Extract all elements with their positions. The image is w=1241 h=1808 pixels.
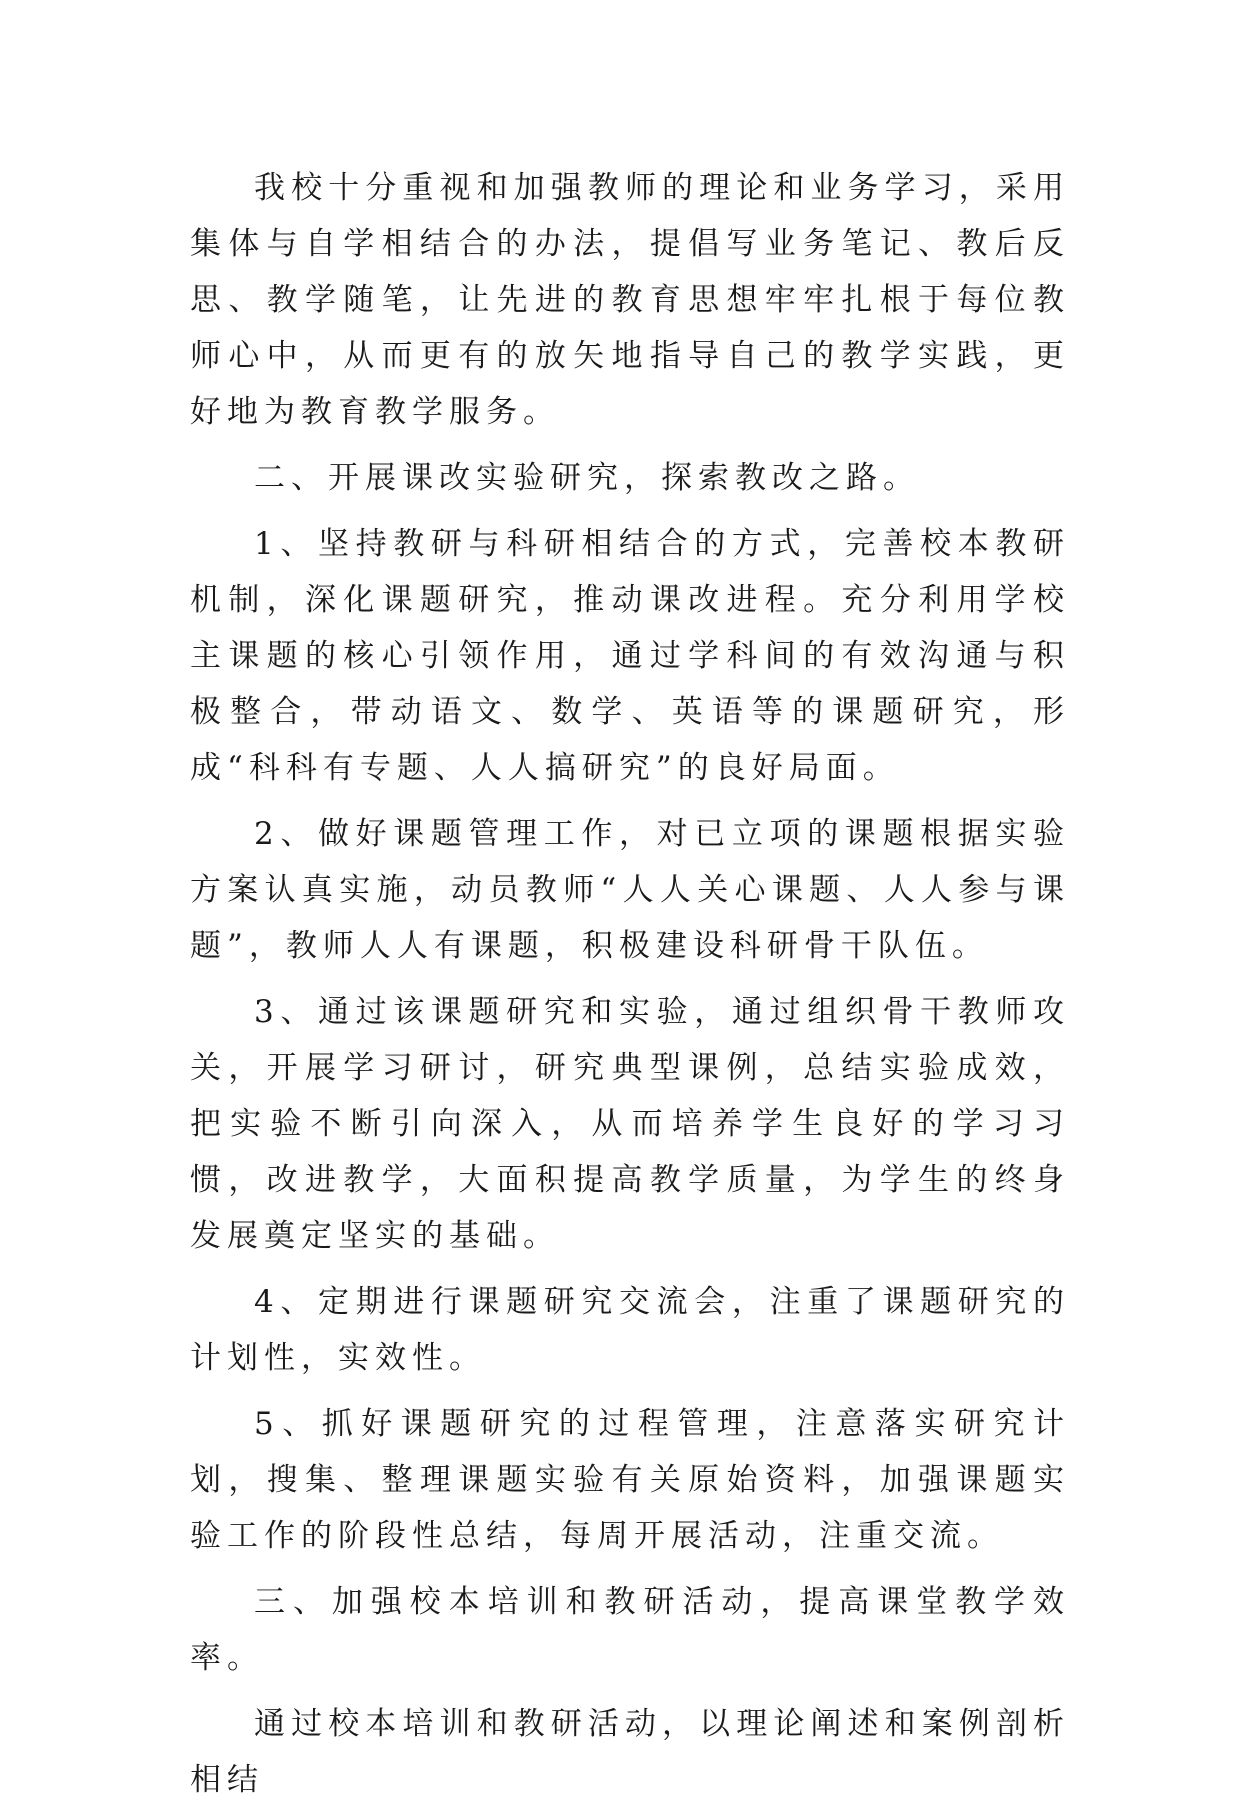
paragraph-item-2: 2、做好课题管理工作，对已立项的课题根据实验方案认真实施，动员教师“人人关心课题、人人参与课题”，教师人人有课题，积极建设科研骨干队伍。 — [190, 816, 1070, 964]
paragraph-item-3: 3、通过该课题研究和实验，通过组织骨干教师攻关，开展学习研讨，研究典型课例，总结实验成效，把实验不断引向深入，从而培养学生良好的学习习惯，改进教学，大面积提高教学质量，为学生的终身发展奠定坚实的基础。 — [190, 994, 1070, 1254]
paragraph-teacher-study: 我校十分重视和加强教师的理论和业务学习，采用集体与自学相结合的办法，提倡写业务笔记、教后反思、教学随笔，让先进的教育思想牢牢扎根于每位教师心中，从而更有的放矢地指导自己的教学实践，更好地为教育教学服务。 — [190, 170, 1070, 430]
paragraph-item-4: 4、定期进行课题研究交流会，注重了课题研究的计划性，实效性。 — [190, 1284, 1070, 1376]
document-body — [190, 160, 1070, 1808]
paragraph-training: 通过校本培训和教研活动，以理论阐述和案例剖析相结 — [190, 1706, 1070, 1798]
paragraph-item-5: 5、抓好课题研究的过程管理，注意落实研究计划，搜集、整理课题实验有关原始资料，加强课题实验工作的阶段性总结，每周开展活动，注重交流。 — [190, 1406, 1070, 1554]
paragraph-item-1: 1、坚持教研与科研相结合的方式，完善校本教研机制，深化课题研究，推动课改进程。充分利用学校主课题的核心引领作用，通过学科间的有效沟通与积极整合，带动语文、数学、英语等的课题研究，形成“科科有专题、人人搞研究”的良好局面。 — [190, 526, 1070, 786]
heading-section-three: 三、加强校本培训和教研活动，提高课堂教学效率。 — [190, 1584, 1070, 1676]
heading-section-two: 二、开展课改实验研究，探索教改之路。 — [254, 460, 920, 496]
